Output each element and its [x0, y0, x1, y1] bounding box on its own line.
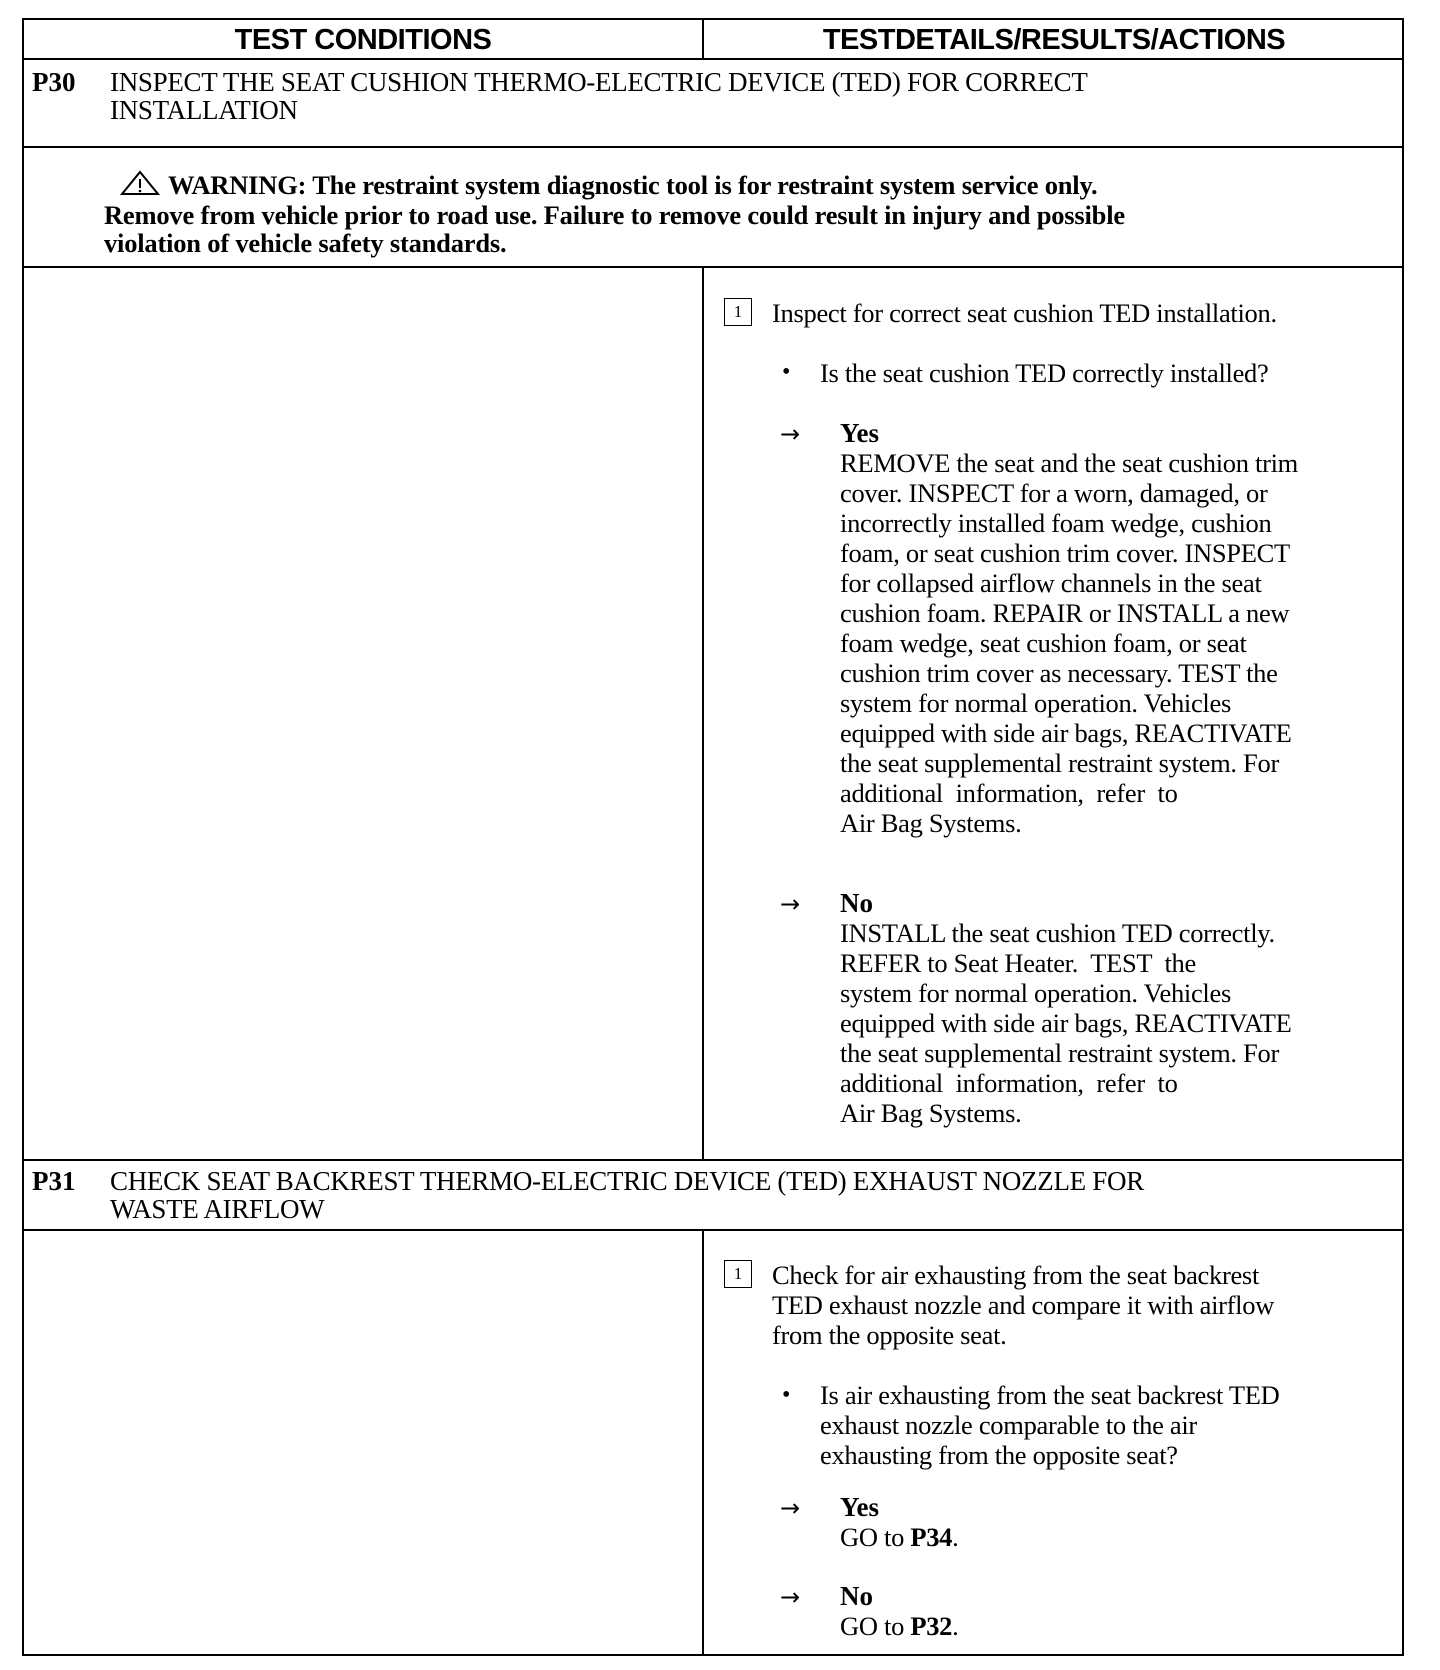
step-question: Is the seat cushion TED correctly installed?: [820, 358, 1269, 388]
test-title-line: INSTALLATION: [110, 95, 298, 125]
arrow-icon: →: [780, 890, 801, 918]
answer-no-action: GO to P32.: [840, 1611, 959, 1641]
step-number-box: 1: [724, 1260, 752, 1288]
answer-no-label: No: [840, 888, 873, 918]
step-instruction: Check for air exhausting from the seat backrest TED exhaust nozzle and compare it with airflow from the opposite seat.: [772, 1260, 1275, 1350]
column-header-test-details: TESTDETAILS/RESULTS/ACTIONS: [822, 24, 1286, 56]
diagnostic-table: [22, 18, 1404, 1656]
goto-link-p32[interactable]: P32: [910, 1611, 953, 1641]
warning-text-line: violation of vehicle safety standards.: [104, 228, 507, 258]
warning-block: [104, 170, 1304, 257]
goto-link-p34[interactable]: P34: [910, 1522, 953, 1552]
arrow-icon: →: [780, 420, 801, 448]
answer-yes-action: REMOVE the seat and the seat cushion trim cover. INSPECT for a worn, damaged, or incorrectly installed foam wedge, cushion foam, or seat cushion trim cover. INSPECT for collapsed airflow channels in the seat cushion foam. REPAIR or INSTALL a new foam wedge, seat cushion foam, or seat cushion trim cover as necessary. TEST the system for normal operation. Vehicles equipped with side air bags, REACTIVATE the seat supplemental restraint system. For additional information, refer to Air Bag Systems.: [840, 448, 1298, 838]
test-number: P30: [32, 67, 76, 97]
test-title-line: CHECK SEAT BACKREST THERMO-ELECTRIC DEVICE (TED) EXHAUST NOZZLE FOR: [110, 1166, 1144, 1196]
step-instruction: Inspect for correct seat cushion TED installation.: [772, 298, 1277, 328]
test-title: [110, 68, 1370, 124]
warning-triangle-icon: [120, 170, 160, 201]
answer-yes-label: Yes: [840, 418, 879, 448]
answer-yes-action: GO to P34.: [840, 1522, 959, 1552]
step-question: Is air exhausting from the seat backrest TED exhaust nozzle comparable to the air exhausting from the opposite seat?: [820, 1380, 1280, 1470]
test-title-line: INSPECT THE SEAT CUSHION THERMO-ELECTRIC DEVICE (TED) FOR CORRECT: [110, 67, 1088, 97]
bullet: •: [782, 1382, 791, 1408]
test-title: [110, 1167, 1370, 1223]
test-number: P31: [32, 1166, 76, 1196]
column-divider: [702, 1231, 704, 1656]
answer-no-label: No: [840, 1581, 873, 1611]
bullet: •: [782, 359, 791, 385]
arrow-icon: →: [780, 1583, 801, 1611]
arrow-icon: →: [780, 1494, 801, 1522]
answer-yes-label: Yes: [840, 1492, 879, 1522]
column-header-test-conditions: TEST CONDITIONS: [234, 24, 492, 56]
answer-no-action: INSTALL the seat cushion TED correctly. REFER to Seat Heater. TEST the system for normal operation. Vehicles equipped with side air bags, REACTIVATE the seat supplemental restraint system. For additional information, refer to Air Bag Systems.: [840, 918, 1292, 1128]
step-number-box: 1: [724, 298, 752, 326]
column-divider: [702, 20, 704, 60]
warning-text-line: Remove from vehicle prior to road use. Failure to remove could result in injury and possible: [104, 200, 1125, 230]
test-title-line: WASTE AIRFLOW: [110, 1194, 325, 1224]
warning-text-line: WARNING: The restraint system diagnostic tool is for restraint system service only.: [168, 170, 1098, 200]
